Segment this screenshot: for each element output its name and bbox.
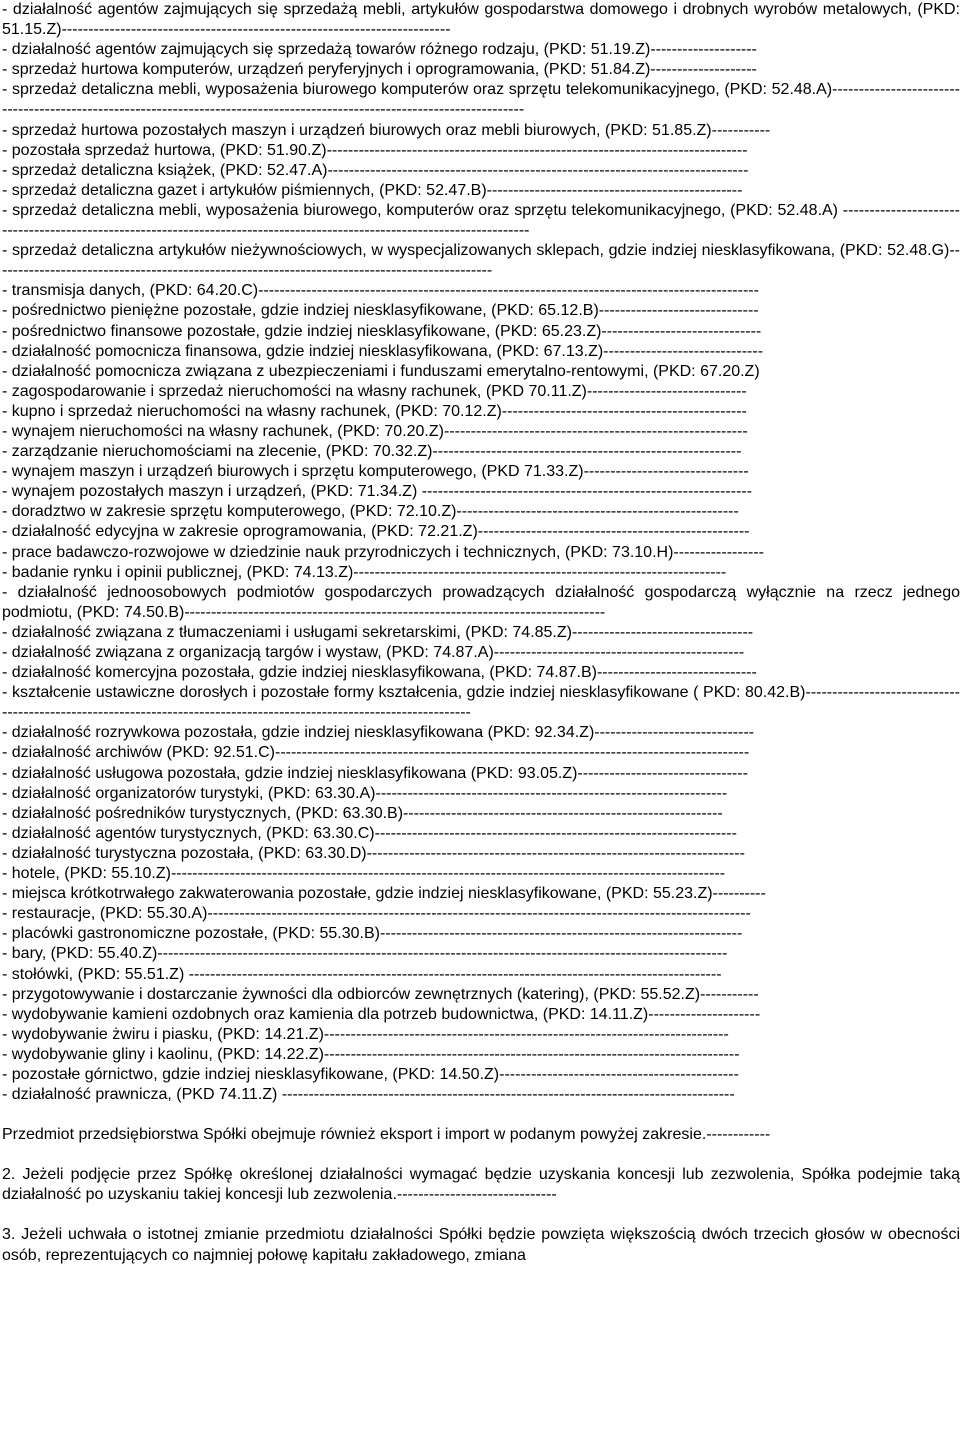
list-item: - działalność związana z tłumaczeniami i usługami sekretarskimi, (PKD: 74.85.Z)----------------------------------	[2, 623, 754, 641]
list-item: - działalność turystyczna pozostała, (PKD: 63.30.D)-----------------------------------------------------------------------	[2, 844, 745, 862]
list-item: - działalność pomocnicza związana z ubezpieczeniami i funduszami emerytalno-rentowymi, (PKD: 67.20.Z)	[2, 362, 760, 380]
list-item: - sprzedaż detaliczna artykułów nieżywnościowych, w wyspecjalizowanych sklepach, gdzie indziej niesklasyfikowana, (PKD: 52.48.G)----------------------------------------------------------------------------------------------	[2, 242, 960, 280]
list-item: - sprzedaż detaliczna gazet i artykułów piśmiennych, (PKD: 52.47.B)------------------------------------------------	[2, 181, 743, 199]
list-item: - pozostałe górnictwo, gdzie indziej niesklasyfikowane, (PKD: 14.50.Z)---------------------------------------------	[2, 1065, 739, 1083]
list-item: - sprzedaż hurtowa pozostałych maszyn i urządzeń biurowych oraz mebli biurowych, (PKD: 51.85.Z)-----------	[2, 121, 771, 139]
list-item: - działalność organizatorów turystyki, (PKD: 63.30.A)------------------------------------------------------------------	[2, 784, 728, 802]
list-item: - działalność prawnicza, (PKD 74.11.Z) -------------------------------------------------------------------------------------	[2, 1086, 735, 1104]
blank-line	[2, 1145, 960, 1165]
list-item: - sprzedaż detaliczna książek, (PKD: 52.47.A)-------------------------------------------------------------------------------	[2, 161, 749, 179]
list-item: - pozostała sprzedaż hurtowa, (PKD: 51.90.Z)-------------------------------------------------------------------------------	[2, 141, 748, 159]
list-item: - wydobywanie gliny i kaolinu, (PKD: 14.22.Z)------------------------------------------------------------------------------	[2, 1045, 740, 1063]
list-item: - prace badawczo-rozwojowe w dziedzinie nauk przyrodniczych i technicznych, (PKD: 73.10.H)-----------------	[2, 543, 764, 561]
list-item: - wynajem pozostałych maszyn i urządzeń, (PKD: 71.34.Z) --------------------------------------------------------------	[2, 483, 753, 501]
list-item: - działalność pomocnicza finansowa, gdzie indziej niesklasyfikowana, (PKD: 67.13.Z)------------------------------	[2, 342, 764, 360]
list-item: - sprzedaż detaliczna mebli, wyposażenia biurowego, komputerów oraz sprzętu telekomunikacyjnego, (PKD: 52.48.A) -------------------------------------------------------------------------------------------------------------------------	[2, 201, 960, 240]
list-item: - działalność agentów zajmujących się sprzedażą towarów różnego rodzaju, (PKD: 51.19.Z)--------------------	[2, 41, 757, 59]
list-item: - pośrednictwo pieniężne pozostałe, gdzie indziej niesklasyfikowane, (PKD: 65.12.B)------------------------------	[2, 302, 759, 320]
list-item: - miejsca krótkotrwałego zakwaterowania pozostałe, gdzie indziej niesklasyfikowane, (PKD: 55.23.Z)----------	[2, 885, 766, 903]
export-import-paragraph: Przedmiot przedsiębiorstwa Spółki obejmuje również eksport i import w podanym powyżej zakresie.------------	[2, 1126, 771, 1144]
list-item: - hotele, (PKD: 55.10.Z)--------------------------------------------------------------------------------------------------------	[2, 865, 726, 883]
list-item: - działalność agentów zajmujących się sprzedażą mebli, artykułów gospodarstwa domowego i drobnych wyrobów metalowych, (PKD: 51.15.Z)-------------------------------------------------------------------------	[2, 1, 960, 39]
list-item: - kupno i sprzedaż nieruchomości na własny rachunek, (PKD: 70.12.Z)----------------------------------------------	[2, 402, 747, 420]
list-item: - sprzedaż detaliczna mebli, wyposażenia biurowego komputerów oraz sprzętu telekomunikacyjnego, (PKD: 52.48.A)--------------------------------------------------------------------------------------------------------------------------	[2, 81, 960, 119]
list-item: - działalność związana z organizacją targów i wystaw, (PKD: 74.87.A)-----------------------------------------------	[2, 644, 745, 661]
list-item: - wynajem nieruchomości na własny rachunek, (PKD: 70.20.Z)---------------------------------------------------------	[2, 422, 748, 440]
list-item: - wydobywanie kamieni ozdobnych oraz kamienia dla potrzeb budownictwa, (PKD: 14.11.Z)---------------------	[2, 1005, 761, 1023]
list-item: - zarządzanie nieruchomościami na zlecenie, (PKD: 70.32.Z)----------------------------------------------------------	[2, 443, 742, 461]
document-body	[2, 0, 960, 1266]
list-item: - kształcenie ustawiczne dorosłych i pozostałe formy kształcenia, gdzie indziej niesklasyfikowane ( PKD: 80.42.B)---------------------------------------------------------------------------------------------------------------------	[2, 684, 960, 722]
list-item: - działalność jednoosobowych podmiotów gospodarczych prowadzących działalność gospodarczą wyłącznie na rzecz jednego podmiotu, (PKD: 74.50.B)-------------------------------------------------------------------------------	[2, 583, 960, 621]
list-item: - wynajem maszyn i urządzeń biurowych i sprzętu komputerowego, (PKD 71.33.Z)-------------------------------	[2, 463, 749, 481]
list-item: - badanie rynku i opinii publicznej, (PKD: 74.13.Z)----------------------------------------------------------------------	[2, 563, 727, 581]
list-item: - działalność komercyjna pozostała, gdzie indziej niesklasyfikowana, (PKD: 74.87.B)------------------------------	[2, 664, 757, 682]
activity-list	[2, 0, 960, 1105]
blank-line	[2, 1205, 960, 1225]
blank-line	[2, 1105, 960, 1125]
list-item: - działalność agentów turystycznych, (PKD: 63.30.C)--------------------------------------------------------------------	[2, 824, 737, 842]
list-item: - pośrednictwo finansowe pozostałe, gdzie indziej niesklasyfikowane, (PKD: 65.23.Z)------------------------------	[2, 322, 762, 340]
list-item: - przygotowywanie i dostarczanie żywności dla odbiorców zewnętrznych (katering), (PKD: 55.52.Z)-----------	[2, 985, 759, 1003]
list-item: - stołówki, (PKD: 55.51.Z) ----------------------------------------------------------------------------------------------------	[2, 965, 722, 983]
list-item: - placówki gastronomiczne pozostałe, (PKD: 55.30.B)--------------------------------------------------------------------	[2, 925, 743, 943]
point-3-paragraph: 3. Jeżeli uchwała o istotnej zmianie przedmiotu działalności Spółki będzie powzięta większością dwóch trzecich głosów w obecności osób, reprezentujących co najmniej połowę kapitału zakładowego, zmiana	[2, 1226, 960, 1264]
point-2-paragraph: 2. Jeżeli podjęcie przez Spółkę określonej działalności wymagać będzie uzyskania koncesji lub zezwolenia, Spółka podejmie taką działalność po uzyskaniu takiej koncesji lub zezwolenia.------------------------------	[2, 1166, 960, 1204]
list-item: - restauracje, (PKD: 55.30.A)------------------------------------------------------------------------------------------------------	[2, 905, 751, 923]
list-item: - transmisja danych, (PKD: 64.20.C)----------------------------------------------------------------------------------------------	[2, 282, 759, 300]
list-item: - działalność edycyjna w zakresie oprogramowania, (PKD: 72.21.Z)---------------------------------------------------	[2, 523, 750, 541]
list-item: - doradztwo w zakresie sprzętu komputerowego, (PKD: 72.10.Z)-----------------------------------------------------	[2, 503, 739, 521]
list-item: - sprzedaż hurtowa komputerów, urządzeń peryferyjnych i oprogramowania, (PKD: 51.84.Z)--------------------	[2, 61, 757, 79]
list-item: - wydobywanie żwiru i piasku, (PKD: 14.21.Z)----------------------------------------------------------------------------	[2, 1025, 729, 1043]
list-item: - działalność archiwów (PKD: 92.51.C)-----------------------------------------------------------------------------------------	[2, 744, 750, 762]
list-item: - działalność pośredników turystycznych, (PKD: 63.30.B)------------------------------------------------------------	[2, 804, 723, 822]
list-item: - bary, (PKD: 55.40.Z)-----------------------------------------------------------------------------------------------------------	[2, 945, 728, 963]
list-item: - działalność usługowa pozostała, gdzie indziej niesklasyfikowana (PKD: 93.05.Z)--------------------------------	[2, 764, 748, 782]
list-item: - działalność rozrywkowa pozostała, gdzie indziej niesklasyfikowana (PKD: 92.34.Z)------------------------------	[2, 724, 755, 742]
list-item: - zagospodarowanie i sprzedaż nieruchomości na własny rachunek, (PKD 70.11.Z)------------------------------	[2, 382, 747, 400]
